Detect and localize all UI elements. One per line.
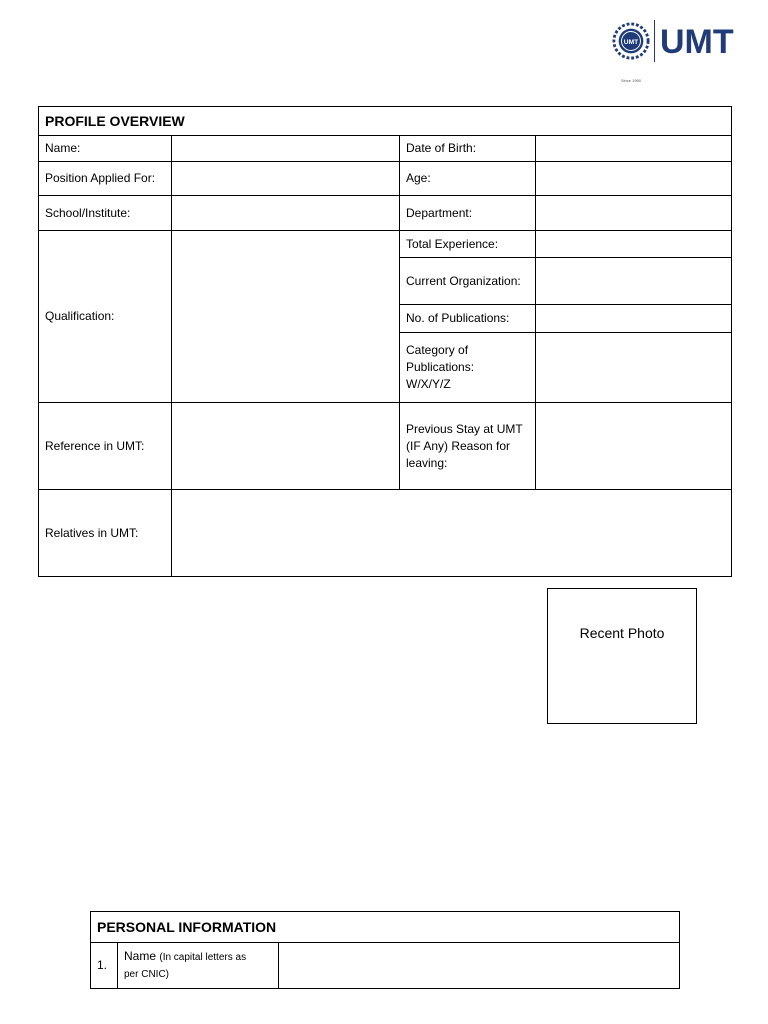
publication-category-field[interactable] <box>536 333 732 403</box>
school-field[interactable] <box>172 196 400 231</box>
department-field[interactable] <box>536 196 732 231</box>
school-label: School/Institute: <box>39 196 172 231</box>
logo-divider <box>654 20 655 62</box>
profile-heading-row <box>39 107 732 136</box>
row-number: 1. <box>91 943 118 989</box>
previous-stay-field[interactable] <box>536 403 732 490</box>
prev-stay-line2: (IF Any) Reason for <box>406 438 511 453</box>
qualification-label: Qualification: <box>39 231 172 403</box>
position-label: Position Applied For: <box>39 162 172 196</box>
department-label: Department: <box>400 196 536 231</box>
prev-stay-line3: leaving: <box>406 455 448 470</box>
relatives-field[interactable] <box>172 490 732 577</box>
position-field[interactable] <box>172 162 400 196</box>
table-row <box>91 943 680 989</box>
emblem-text: UMT <box>623 38 639 46</box>
age-label: Age: <box>400 162 536 196</box>
full-name-field[interactable] <box>279 943 680 989</box>
table-row <box>39 403 732 490</box>
personal-information-table <box>90 911 680 989</box>
recent-photo-label: Recent Photo <box>579 625 665 641</box>
dob-label: Date of Birth: <box>400 136 536 162</box>
full-name-label <box>118 943 279 989</box>
full-name-label-text: Name <box>124 949 157 963</box>
reference-field[interactable] <box>172 403 400 490</box>
logo-text: UMT <box>660 23 734 61</box>
publications-field[interactable] <box>536 305 732 333</box>
table-row <box>39 136 732 162</box>
personal-heading: PERSONAL INFORMATION <box>91 912 680 943</box>
table-row <box>39 231 732 258</box>
total-experience-field[interactable] <box>536 231 732 258</box>
table-row <box>39 196 732 231</box>
previous-stay-label <box>400 403 536 490</box>
publications-label: No. of Publications: <box>400 305 536 333</box>
qualification-field[interactable] <box>172 231 400 403</box>
current-organization-label: Current Organization: <box>400 258 536 305</box>
table-row <box>39 162 732 196</box>
table-row <box>39 490 732 577</box>
relatives-label: Relatives in UMT: <box>39 490 172 577</box>
current-organization-field[interactable] <box>536 258 732 305</box>
category-label-line1: Category of <box>406 343 469 357</box>
dob-field[interactable] <box>536 136 732 162</box>
personal-heading-row <box>91 912 680 943</box>
name-field[interactable] <box>172 136 400 162</box>
full-name-note-line2: per CNIC) <box>124 969 170 980</box>
profile-heading: PROFILE OVERVIEW <box>39 107 732 136</box>
category-label-line2: Publications: <box>406 360 475 374</box>
reference-label: Reference in UMT: <box>39 403 172 490</box>
total-experience-label: Total Experience: <box>400 231 536 258</box>
umt-logo <box>610 18 734 83</box>
full-name-note-line1: (In capital letters as <box>159 952 247 963</box>
publication-category-label <box>400 333 536 403</box>
age-field[interactable] <box>536 162 732 196</box>
logo-since-text: Since 1990 <box>620 78 641 83</box>
recent-photo-box[interactable] <box>547 588 697 724</box>
profile-overview-table <box>38 106 732 577</box>
category-label-line3: W/X/Y/Z <box>406 377 451 391</box>
name-label: Name: <box>39 136 172 162</box>
umt-emblem-icon <box>612 22 650 60</box>
prev-stay-line1: Previous Stay at UMT <box>406 421 523 436</box>
